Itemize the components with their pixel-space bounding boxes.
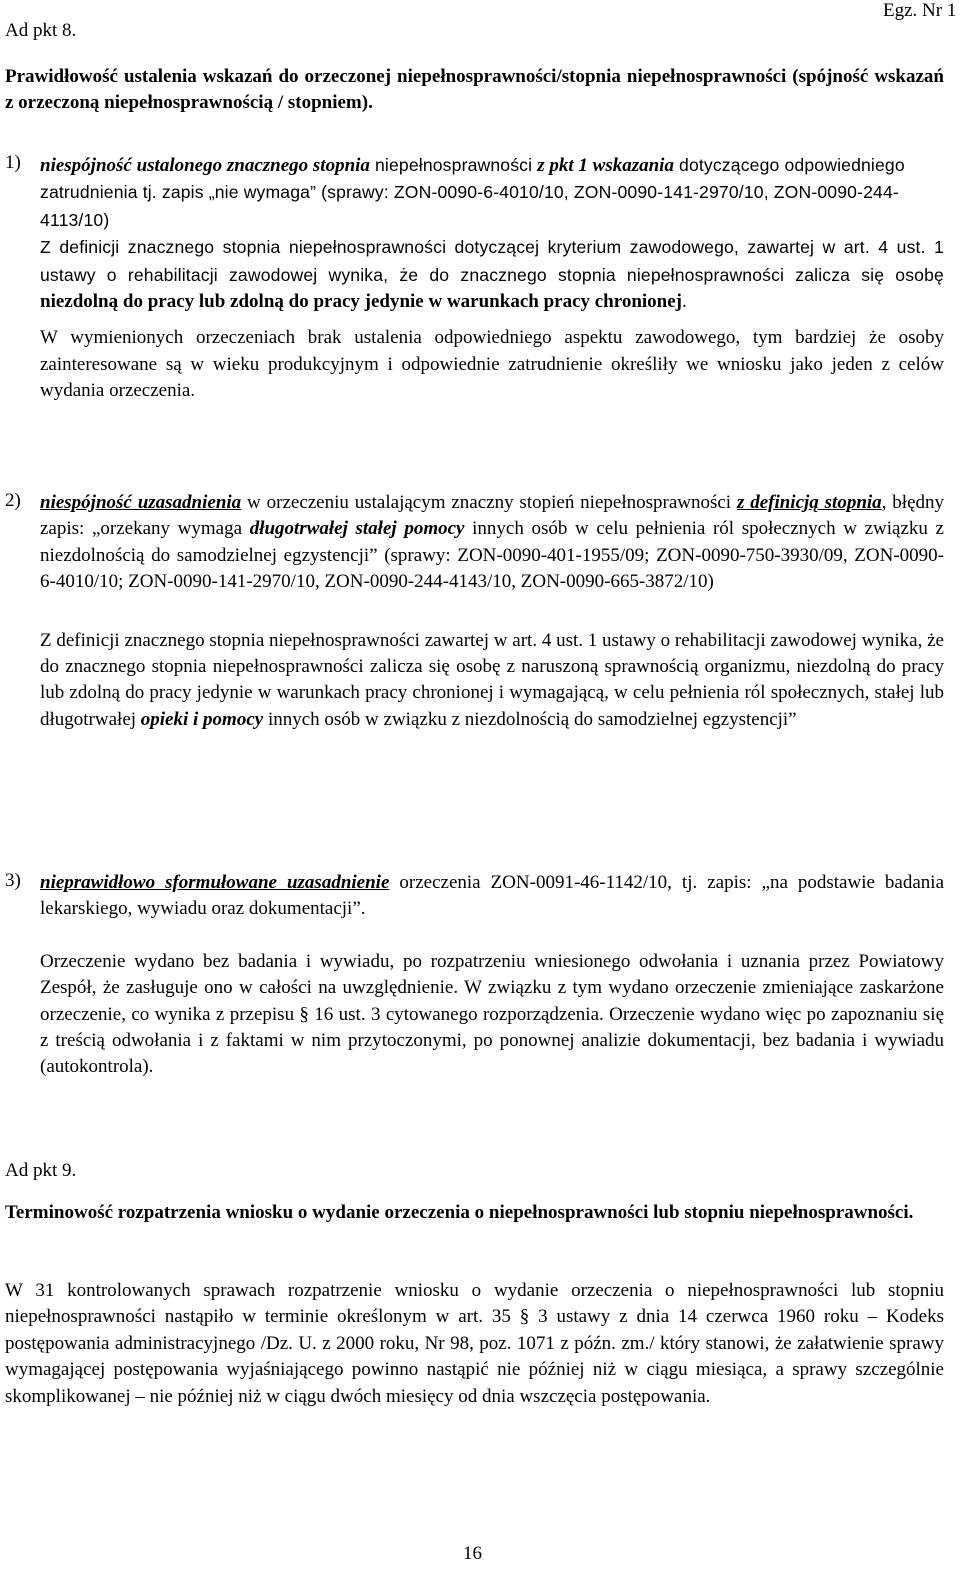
item-2-definition: Z definicji znacznego stopnia niepełnosprawności zawartej w art. 4 ust. 1 ustawy o rehabilitacji zawodowej wynika, że do znacznego stopnia niepełnosprawności zalicza się osobę z naruszoną sprawnością organizmu, niezdolną do pracy lub zdolną do pracy jedynie w warunkach pracy chronionej i wymagającą, w celu pełnienia ról społecznych, stałej lub długotrwałej opieki i pomocy innych osób w związku z niezdolnością do samodzielnej egzystencji”	[40, 629, 944, 730]
item-1-lead: niespójność ustalonego znacznego stopnia niepełnosprawności z pkt 1 wskazania dotyczącego odpowiedniego zatrudnienia tj. zapis „nie wymaga” (sprawy: ZON-0090-6-4010/10, ZON-0090-141-2970/10, ZON-0090-244-4113/10)	[40, 155, 905, 230]
section-label-8: Ad pkt 8.	[5, 20, 77, 41]
item-3-number: 3)	[5, 870, 21, 891]
item-3-explanation: Orzeczenie wydano bez badania i wywiadu, po rozpatrzeniu wniesionego odwołania i uznania przez Powiatowy Zespół, że zasługuje ono w całości na uwzględnienie. W związku z tym wydano orzeczenie zmieniające zaskarżone orzeczenie, co wynika z przepisu § 16 ust. 3 cytowanego rozporządzenia. Orzeczenie wydano więc po zapoznaniu się z treścią odwołania i z faktami w nim przytoczonymi, po ponownej analizie dokumentacji, bez badania i wywiadu (autokontrola).	[40, 950, 944, 1078]
item-1-definition: Z definicji znacznego stopnia niepełnosprawności dotyczącej kryterium zawodowego, zawartej w art. 4 ust. 1 ustawy o rehabilitacji zawodowej wynika, że do znacznego stopnia niepełnosprawności zalicza się osobę niezdolną do pracy lub zdolną do pracy jedynie w warunkach pracy chronionej.	[40, 237, 944, 313]
item-3-heading: nieprawidłowo sformułowane uzasadnienie	[40, 872, 390, 893]
item-1-finding: W wymienionych orzeczeniach brak ustalenia odpowiedniego aspektu zawodowego, tym bardziej że osoby zainteresowane są w wieku produkcyjnym i odpowiednie zatrudnienie określiły we wniosku jako jeden z celów wydania orzeczenia.	[40, 327, 944, 402]
item-3	[5, 870, 944, 1081]
item-1-heading: niespójność ustalonego znacznego stopnia	[40, 155, 370, 176]
copy-number: Egz. Nr 1	[883, 0, 957, 21]
item-2	[5, 490, 944, 733]
section-label-9: Ad pkt 9.	[5, 1160, 77, 1181]
section-9-title: Terminowość rozpatrzenia wniosku o wydanie orzeczenia o niepełnosprawności lub stopniu niepełnosprawności.	[5, 1202, 914, 1223]
section-8-title: Prawidłowość ustalenia wskazań do orzeczonej niepełnosprawności/stopnia niepełnosprawności (spójność wskazań z orzeczoną niepełnosprawnością / stopniem).	[5, 66, 944, 114]
item-2-lead: niespójność uzasadnienia w orzeczeniu ustalającym znaczny stopień niepełnosprawności z definicją stopnia, błędny zapis: „orzekany wymaga długotrwałej stałej pomocy innych osób w celu pełnienia ról społecznych w związku z niezdolnością do samodzielnej egzystencji” (sprawy: ZON-0090-401-1955/09; ZON-0090-750-3930/09, ZON-0090-6-4010/10; ZON-0090-141-2970/10, ZON-0090-244-4143/10, ZON-0090-665-3872/10)	[40, 492, 945, 593]
item-1	[5, 152, 944, 405]
item-2-heading: niespójność uzasadnienia	[40, 492, 242, 513]
item-1-number: 1)	[5, 152, 21, 173]
item-2-number: 2)	[5, 490, 21, 511]
page-number: 16	[463, 1543, 482, 1564]
section-9-body: W 31 kontrolowanych sprawach rozpatrzenie wniosku o wydanie orzeczenia o niepełnosprawności lub stopniu niepełnosprawności nastąpiło w terminie określonym w art. 35 § 3 ustawy z dnia 14 czerwca 1960 roku – Kodeks postępowania administracyjnego /Dz. U. z 2000 roku, Nr 98, poz. 1071 z późn. zm./ który stanowi, że załatwienie sprawy wymagającej postępowania wyjaśniającego powinno nastąpić nie później niż w ciągu miesiąca, a sprawy szczególnie skomplikowanej – nie później niż w ciągu dwóch miesięcy od dnia wszczęcia postępowania.	[5, 1280, 944, 1407]
item-3-lead: nieprawidłowo sformułowane uzasadnienie orzeczenia ZON-0091-46-1142/10, tj. zapis: „na podstawie badania lekarskiego, wywiadu oraz dokumentacji”.	[40, 872, 944, 920]
